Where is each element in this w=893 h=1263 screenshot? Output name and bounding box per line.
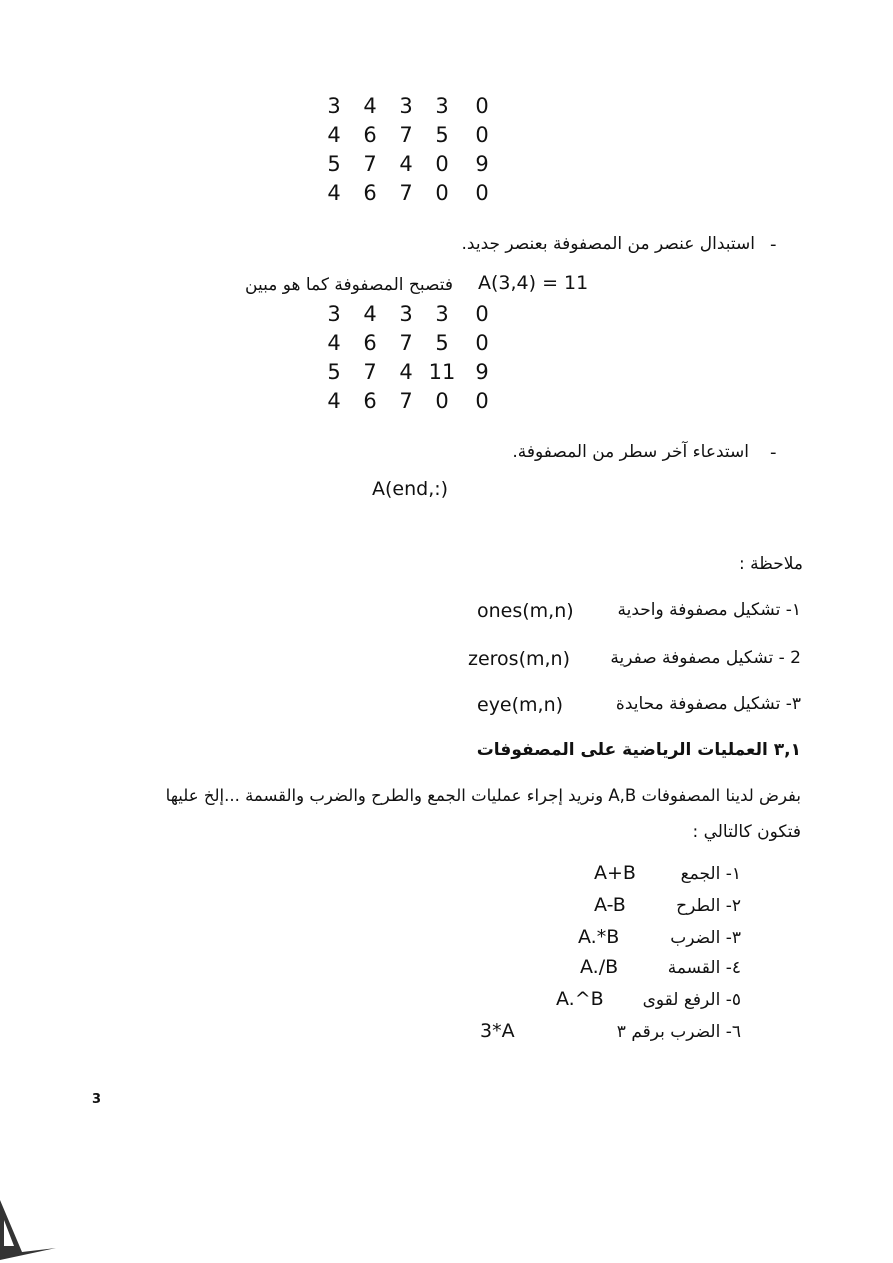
matrix2-cell: 0	[475, 302, 489, 326]
matrix1-cell: 4	[327, 123, 341, 147]
matrix1-cell: 0	[475, 123, 489, 147]
replace-code: A(3,4) = 11	[478, 272, 589, 294]
matrix1-cell: 7	[399, 123, 413, 147]
matrix2-cell: 4	[399, 360, 413, 384]
matrix1-cell: 5	[435, 123, 449, 147]
matrix2-cell: 0	[435, 389, 449, 413]
note-item-ones-code: ones(m,n)	[477, 600, 574, 622]
page-number: 3	[92, 1092, 102, 1107]
matrix1-cell: 6	[363, 123, 377, 147]
note-item-eye-label: ٣- تشكيل مصفوفة محايدة	[615, 694, 801, 714]
matrix1-cell: 3	[327, 94, 341, 118]
matrix1-cell: 4	[327, 181, 341, 205]
matrix2-cell: 4	[327, 389, 341, 413]
matrix2-cell: 7	[363, 360, 377, 384]
replace-element-text: استبدال عنصر من المصفوفة بعنصر جديد.	[461, 234, 755, 254]
replace-caption: فتصبح المصفوفة كما هو مبين	[245, 275, 453, 295]
op-add-label: ١- الجمع	[680, 864, 741, 884]
matrix2-cell: 7	[399, 389, 413, 413]
note-title: ملاحظة :	[739, 554, 803, 574]
matrix1-cell: 3	[435, 94, 449, 118]
note-item-eye-code: eye(m,n)	[477, 694, 564, 716]
op-scalar-expr: 3*A	[480, 1020, 515, 1042]
bullet-last-row: -	[770, 442, 777, 463]
op-pow-expr: A.^B	[556, 988, 604, 1010]
op-mul-label: ٣- الضرب	[670, 928, 741, 948]
op-add-expr: A+B	[594, 862, 636, 884]
matrix2-cell: 5	[327, 360, 341, 384]
note-item-zeros-label: 2 - تشكيل مصفوفة صفرية	[610, 648, 801, 668]
matrix1-cell: 0	[475, 94, 489, 118]
matrix2-cell: 3	[327, 302, 341, 326]
op-pow-label: ٥- الرفع لقوى	[642, 990, 741, 1010]
op-div-expr: A./B	[580, 956, 619, 978]
note-item-ones-label: ١- تشكيل مصفوفة واحدية	[617, 600, 801, 620]
matrix2-cell: 4	[327, 331, 341, 355]
matrix1-cell: 4	[399, 152, 413, 176]
last-row-code: A(end,:)	[372, 478, 449, 500]
section-paragraph-line2: فتكون كالتالي :	[692, 822, 801, 842]
op-sub-expr: A-B	[594, 894, 626, 916]
matrix-original	[316, 94, 500, 212]
matrix1-cell: 7	[399, 181, 413, 205]
last-row-text: استدعاء آخر سطر من المصفوفة.	[512, 442, 749, 462]
matrix2-cell: 5	[435, 331, 449, 355]
matrix2-cell: 11	[428, 360, 456, 384]
matrix1-cell: 9	[475, 152, 489, 176]
matrix1-cell: 4	[363, 94, 377, 118]
matrix1-cell: 0	[475, 181, 489, 205]
matrix2-cell: 6	[363, 331, 377, 355]
matrix1-cell: 5	[327, 152, 341, 176]
matrix2-cell: 0	[475, 331, 489, 355]
matrix1-cell: 6	[363, 181, 377, 205]
matrix2-cell: 6	[363, 389, 377, 413]
matrix2-cell: 4	[363, 302, 377, 326]
matrix-updated	[316, 302, 500, 420]
op-div-label: ٤- القسمة	[667, 958, 741, 978]
op-sub-label: ٢- الطرح	[676, 896, 741, 916]
matrix1-cell: 0	[435, 152, 449, 176]
matrix1-cell: 3	[399, 94, 413, 118]
matrix2-cell: 3	[435, 302, 449, 326]
matrix2-cell: 7	[399, 331, 413, 355]
scan-corner-mark	[0, 1200, 60, 1260]
matrix1-cell: 7	[363, 152, 377, 176]
op-mul-expr: A.*B	[578, 926, 620, 948]
op-scalar-label: ٦- الضرب برقم ٣	[616, 1022, 741, 1042]
section-heading: ٣,١ العمليات الرياضية على المصفوفات	[476, 740, 801, 760]
note-item-zeros-code: zeros(m,n)	[468, 648, 570, 670]
matrix2-cell: 3	[399, 302, 413, 326]
bullet-replace: -	[770, 234, 777, 255]
matrix2-cell: 9	[475, 360, 489, 384]
matrix1-cell: 0	[435, 181, 449, 205]
matrix2-cell: 0	[475, 389, 489, 413]
section-paragraph-line1: بفرض لدينا المصفوفات A,B ونريد إجراء عمليات الجمع والطرح والضرب والقسمة ...إلخ عليها	[165, 786, 801, 805]
